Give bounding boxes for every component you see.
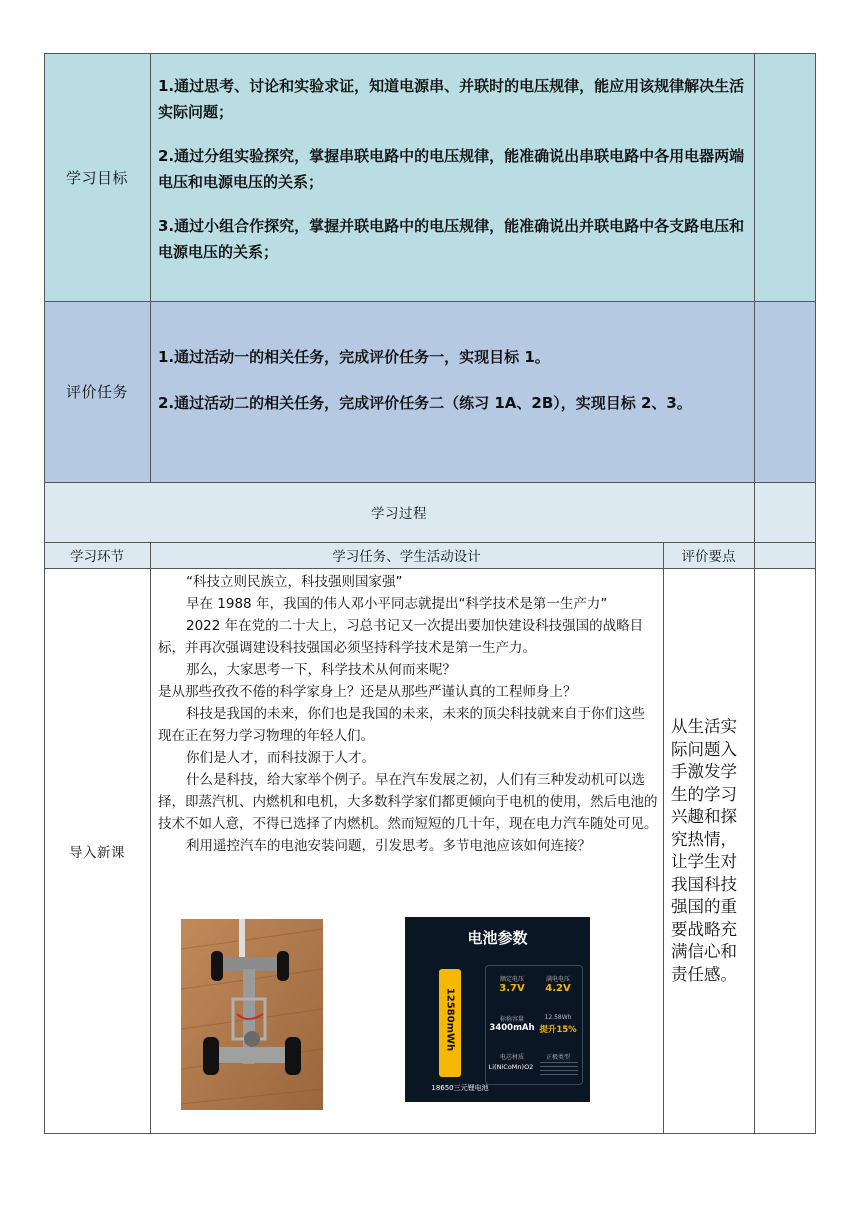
objectives-content: [158, 73, 750, 265]
battery-title: 电池参数: [467, 929, 528, 947]
objectives-label: 学习目标: [65, 168, 128, 187]
intro-paragraph: 2022 年在党的二十大上，习总书记又一次提出要加快建设科技强国的战略目标，并再次强调建设科技强国必须坚持科学技术是第一生产力。: [158, 618, 644, 656]
intro-paragraph: 是从那些孜孜不倦的科学家身上？还是从那些严谨认真的工程师身上？: [158, 684, 577, 700]
header-task: 学习任务、学生活动设计: [332, 549, 481, 565]
intro-paragraph: 早在 1988 年，我国的伟人邓小平同志就提出“科学技术是第一生产力”: [186, 596, 608, 612]
intro-paragraph: 什么是科技，给大家举个例子。早在汽车发展之初，人们有三种发动机可以选择，即蒸汽机、内燃机和电机，大多数科学家们都更倾向于电机的使用，然后电池的技术不如人意，不得已选择了内燃机。然而短短的几十年，现在电力汽车随处可见。: [158, 772, 658, 832]
spec-value: Li(NiCoMn)O2: [488, 1063, 534, 1071]
objective-item-2: 2.通过分组实验探究，掌握串联电路中的电压规律，能准确说出串联电路中各用电器两端电压和电源电压的关系；: [158, 147, 745, 191]
spec-value: 3.7V: [499, 983, 525, 994]
rc-car-icon: [181, 919, 323, 1110]
eval-point-text: 从生活实际问题入手激发学生的学习兴趣和探究热情，让学生对我国科技强国的重要战略充满信心和责任感。: [671, 717, 737, 984]
spec-label: 电芯材质: [499, 1054, 524, 1061]
header-stage: 学习环节: [70, 549, 124, 565]
spec-grid: [485, 965, 583, 1085]
spec-label: 额定电压: [499, 976, 524, 983]
intro-text: [158, 571, 658, 857]
spec-label: 满电电压: [545, 976, 570, 983]
battery-brand: 12580mWh: [444, 987, 456, 1052]
objective-item-3: 3.通过小组合作探究，掌握并联电路中的电压规律，能准确说出并联电路中各支路电压和电源电压的关系；: [158, 217, 745, 261]
battery-cell: [439, 969, 461, 1077]
evaluation-content: [158, 344, 750, 416]
intro-paragraph: 那么，大家思考一下，科学技术从何而来呢？: [186, 662, 456, 678]
header-eval: 评价要点: [681, 549, 736, 565]
objective-item-1: 1.通过思考、讨论和实验求证，知道电源串、并联时的电压规律，能应用该规律解决生活实际问题；: [158, 77, 745, 121]
process-title: 学习过程: [371, 506, 427, 522]
battery-caption: 18650三元锂电池: [431, 1084, 489, 1092]
evaluation-item-1: 1.通过活动一的相关任务，完成评价任务一，实现目标 1。: [158, 348, 550, 366]
intro-paragraph: “科技立则民族立，科技强则国家强”: [186, 574, 403, 590]
spec-fineprint: [540, 1062, 578, 1078]
spec-label: 12.58Wh: [544, 1014, 572, 1021]
intro-paragraph: 你们是人才，而科技源于人才。: [186, 750, 375, 766]
rc-car-photo: [181, 919, 323, 1110]
spec-value: 提升15%: [539, 1025, 577, 1035]
spec-value: 4.2V: [545, 983, 571, 994]
spec-label: 正极类型: [545, 1054, 570, 1061]
evaluation-item-2: 2.通过活动二的相关任务，完成评价任务二（练习 1A、2B），实现目标 2、3。: [158, 394, 692, 412]
battery-params-image: [405, 917, 590, 1102]
intro-paragraph: 利用遥控汽车的电池安装问题，引发思考。多节电池应该如何连接？: [186, 838, 591, 854]
intro-paragraph: 科技是我国的未来，你们也是我国的未来，未来的顶尖科技就来自于你们这些现在正在努力学习物理的年轻人们。: [158, 706, 645, 744]
stage-label: 导入新课: [69, 844, 125, 861]
spec-value: 3400mAh: [489, 1023, 535, 1033]
spec-value: 标称容量: [499, 1016, 524, 1023]
evaluation-label: 评价任务: [65, 383, 128, 401]
